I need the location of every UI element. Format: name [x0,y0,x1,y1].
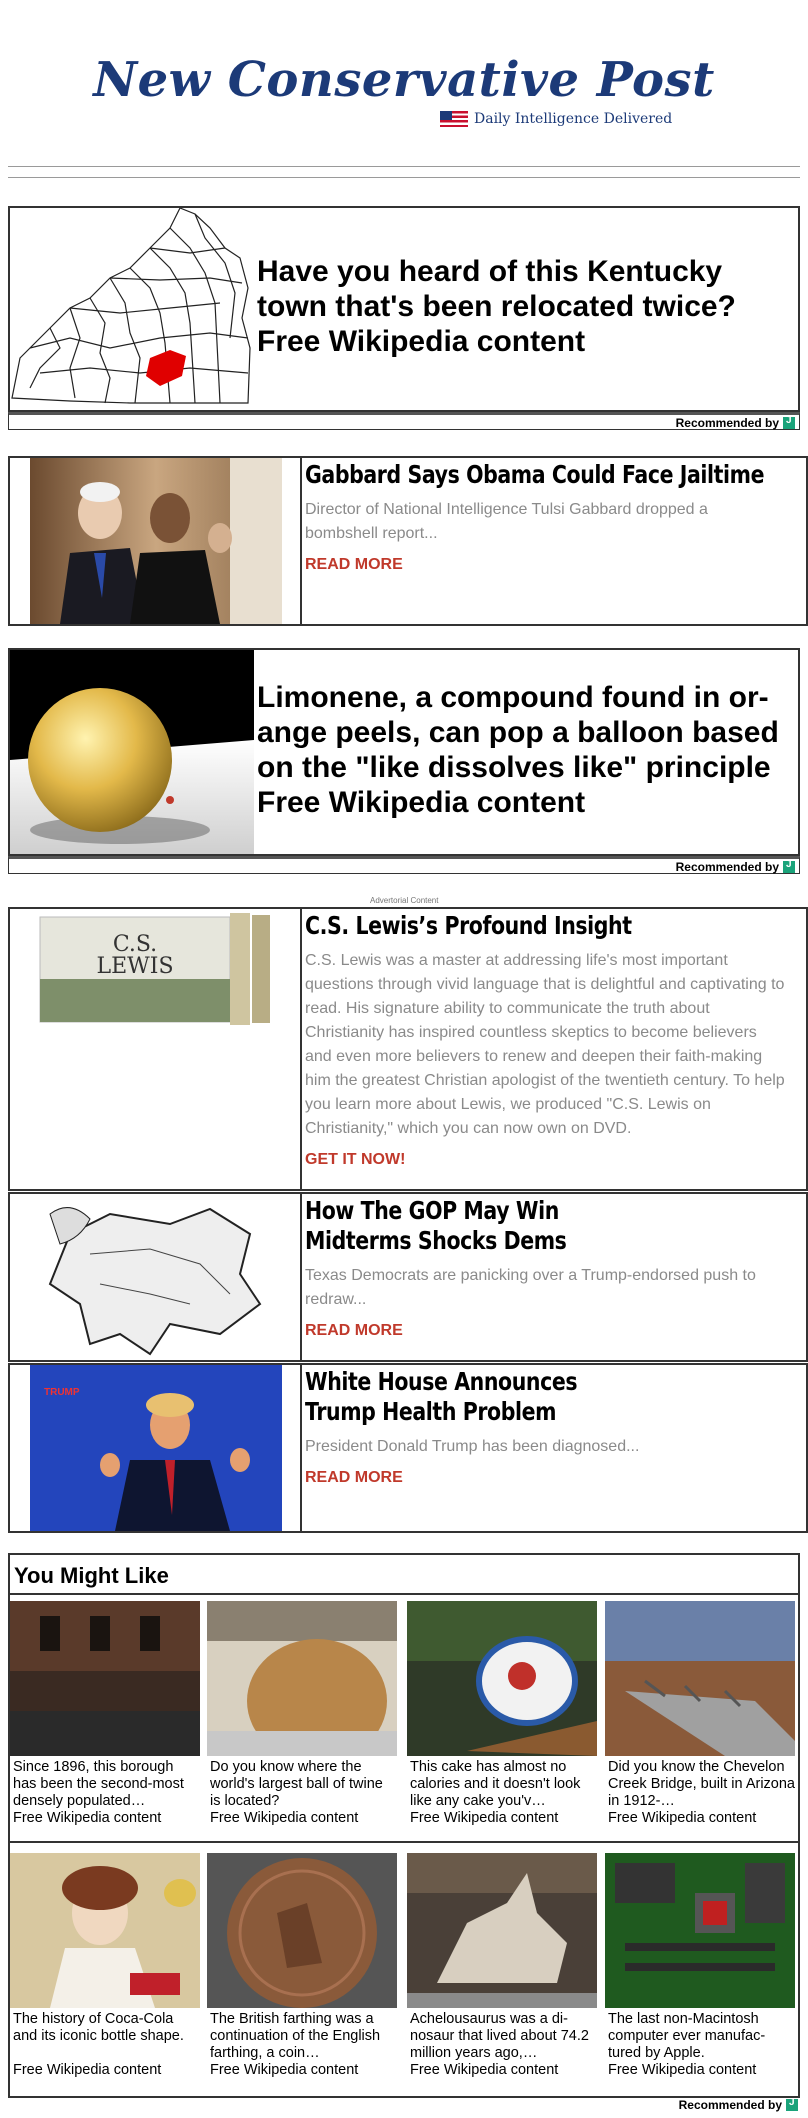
tile-source: Free Wikipedia content [410,1810,559,1826]
recommendation-tile[interactable] [605,1601,795,1827]
read-more-link[interactable]: READ MORE [305,1469,403,1486]
tile-caption[interactable]: The British farthing was a continuation of the English farthing, a coin… [210,2011,381,2061]
article-summary: President Donald Trump has been diagnosed... [305,1438,640,1455]
recommended-by[interactable]: Recommended by J [676,860,795,874]
tile-source: Free Wikipedia content [13,2062,162,2078]
bridge-photo-image [605,1601,795,1756]
article-thumbnail [30,1365,282,1531]
recommendation-tile[interactable] [10,1601,200,1827]
balloon-photo-image [10,650,254,854]
tile-caption[interactable]: This cake has almost no calories and it doesn't look like any cake you'v… [410,1759,581,1809]
read-more-link[interactable]: READ MORE [305,1322,403,1339]
tile-source: Free Wikipedia content [13,1810,162,1826]
recommender-logo-icon [783,417,795,429]
cake-photo-image [407,1601,597,1756]
promo-card-kentucky[interactable] [8,206,800,412]
gerrymander-cartoon-image [30,1194,282,1360]
tile-caption[interactable]: Since 1896, this borough has been the second-most densely populated… [13,1759,184,1809]
article-title[interactable]: Gabbard Says Obama Could Face Jailtime [305,460,765,489]
article-card-cs-lewis[interactable] [8,907,808,1191]
recommended-by[interactable]: Recommended by J [679,2098,798,2112]
recommendation-tile[interactable] [207,1601,397,1827]
recommendation-grid-row [8,1843,800,2098]
recommendation-tile[interactable] [10,1853,200,2079]
tile-source: Free Wikipedia content [210,1810,359,1826]
promo-source: Free Wikipedia content [257,325,586,358]
twine-ball-photo-image [207,1601,397,1756]
borough-photo-image [10,1601,200,1756]
promo-headline[interactable]: Limonene, a compound found in or- ange peels, can pop a balloon based on the "like dissolves like" principle Free Wikipedia content [257,681,779,819]
header-divider [8,166,800,167]
promo-card-limonene[interactable] [8,648,800,856]
recommendation-tile[interactable] [407,1601,597,1827]
cs-lewis-dvd-image [30,909,282,1049]
column-divider [300,458,302,624]
recommended-by[interactable]: Recommended by J [676,416,795,430]
circuit-board-image [605,1853,795,2008]
farthing-coin-image [207,1853,397,2008]
column-divider [300,909,302,1189]
recommender-logo-icon [783,861,795,873]
article-card-trump-health[interactable] [8,1363,808,1533]
article-title[interactable]: White House Announces Trump Health Problem [305,1367,578,1426]
svg-text:TRUMP: TRUMP [44,1387,80,1398]
us-flag-icon [440,111,468,127]
tagline [440,111,672,127]
recommendation-tile[interactable] [207,1853,397,2079]
article-summary: Director of National Intelligence Tulsi Gabbard dropped a bombshell report... [305,501,708,542]
tile-source: Free Wikipedia content [608,2062,757,2078]
tile-caption[interactable]: The history of Coca-Cola and its iconic bottle shape. [13,2011,184,2044]
tile-caption[interactable]: Do you know where the world's largest ball of twine is located? [210,1759,383,1809]
article-summary: Texas Democrats are panicking over a Trump-endorsed push to redraw... [305,1267,756,1308]
kentucky-map-image [10,208,254,408]
you-might-like-header [8,1553,800,1593]
svg-text:C.S.: C.S. [112,932,158,957]
article-card-gabbard[interactable] [8,456,808,626]
column-divider [300,1365,302,1531]
advertorial-label: Advertorial Content [370,896,439,905]
svg-text:LEWIS: LEWIS [96,954,174,979]
recommender-logo-icon [786,2099,798,2111]
read-more-link[interactable]: READ MORE [305,556,403,573]
dinosaur-skull-image [407,1853,597,2008]
site-header [0,52,808,108]
recommended-bar [8,412,800,430]
tagline-text: Daily Intelligence Delivered [474,111,673,127]
recommendation-tile[interactable] [605,1853,795,2079]
article-card-gop[interactable] [8,1192,808,1362]
promo-source: Free Wikipedia content [257,786,586,819]
coca-cola-poster-image [10,1853,200,2008]
recommendation-tile[interactable] [407,1853,597,2079]
column-divider [300,1194,302,1360]
tile-caption[interactable]: The last non-Macintosh computer ever manufac- tured by Apple. [608,2011,766,2061]
header-divider [8,177,800,178]
site-logo[interactable]: New Conservative Post [93,52,715,108]
article-title[interactable]: How The GOP May Win Midterms Shocks Dems [305,1196,567,1255]
article-title[interactable]: C.S. Lewis’s Profound Insight [305,911,632,940]
get-it-now-link[interactable]: GET IT NOW! [305,1151,406,1168]
section-title: You Might Like [14,1563,169,1588]
tile-caption[interactable]: Achelousaurus was a di- nosaur that lived about 74.2 million years ago,… [410,2011,589,2061]
tile-caption[interactable]: Did you know the Chevelon Creek Bridge, built in Arizona in 1912-… [608,1759,795,1809]
tile-source: Free Wikipedia content [608,1810,757,1826]
article-thumbnail [30,458,282,624]
promo-headline[interactable]: Have you heard of this Kentucky town that's been relocated twice? Free Wikipedia content [257,255,736,358]
tile-source: Free Wikipedia content [410,2062,559,2078]
recommendation-grid-row [8,1593,800,1843]
article-summary: C.S. Lewis was a master at addressing life's most important questions through vivid language that is delightful and captivating to read. His signature ability to communicate the truth about Christianity has inspired countless skeptics to become believers and even more believers to renew and deepen their faith-making him the greatest Christian apologist of the twentieth century. To help you learn more about Lewis, we produced "C.S. Lewis on Christianity," which you can now own on DVD. [305,952,785,1137]
tile-source: Free Wikipedia content [210,2062,359,2078]
recommended-bar [8,856,800,874]
